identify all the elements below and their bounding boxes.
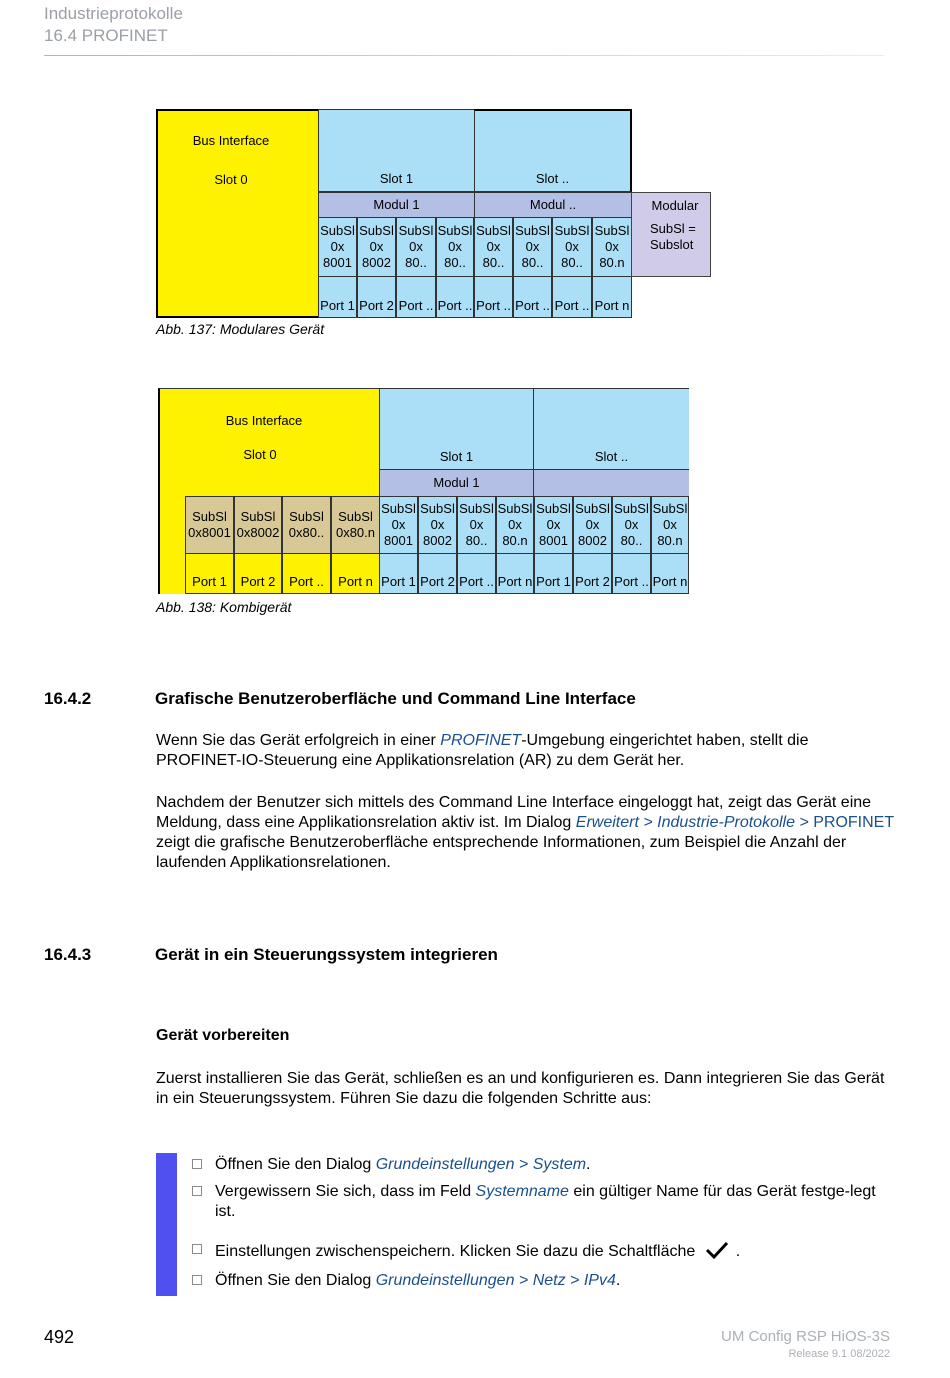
bus-subslot-cell: SubSl 0x8002	[234, 496, 282, 554]
subslot-cell: SubSl 0x 8001	[534, 496, 573, 554]
port-cell: Port ..	[457, 553, 496, 594]
subslot-cell: SubSl 0x 80..	[457, 496, 496, 554]
port-cell: Port n	[496, 553, 534, 594]
slot-more-block-2: Slot ..	[533, 388, 689, 470]
text: Einstellungen zwischenspeichern. Klicken Sie dazu die Schaltfläche	[215, 1243, 700, 1260]
port-cell: Port 1	[318, 276, 357, 318]
subslot-cell: SubSl 0x 8002	[573, 496, 612, 554]
paragraph-cli	[156, 793, 896, 873]
section-number: 16.4.2	[44, 689, 92, 708]
header-rule	[44, 55, 884, 56]
bus-subslot-cell: SubSl 0x8001	[185, 496, 234, 554]
subheading-prepare: Gerät vorbereiten	[156, 1027, 290, 1044]
profinet-link[interactable]: PROFINET	[440, 732, 522, 749]
text: Vergewissern Sie sich, dass im Feld	[215, 1183, 476, 1200]
header-chapter: Industrieprotokolle	[44, 4, 183, 23]
bus-port-cell: Port 1	[185, 553, 234, 594]
bus-port-cell: Port 2	[234, 553, 282, 594]
port-cell: Port 2	[357, 276, 396, 318]
profinet-link-2[interactable]: PROFINET	[813, 814, 894, 831]
modul1-block: Modul 1	[318, 192, 475, 218]
slot-more-block: Slot ..	[474, 109, 632, 192]
subslot-cell: SubSl 0x 80..	[552, 217, 592, 277]
slot1-block: Slot 1	[318, 109, 475, 192]
checkbox-icon	[192, 1275, 202, 1285]
checkbox-icon	[192, 1186, 202, 1196]
checkbox-icon	[192, 1244, 202, 1254]
text: Öffnen Sie den Dialog	[215, 1156, 376, 1173]
slot1-block-2: Slot 1	[379, 388, 534, 470]
port-cell: Port ..	[552, 276, 592, 318]
port-cell: Port ..	[474, 276, 513, 318]
step-3	[192, 1240, 892, 1262]
bus-subslot-cell: SubSl 0x80.n	[331, 496, 380, 554]
section-number: 16.4.3	[44, 945, 92, 964]
dialog-link[interactable]: Grundeinstellungen > Netz > IPv4	[375, 1272, 616, 1289]
subslot-cell: SubSl 0x 8002	[357, 217, 396, 277]
slot0-label: Slot 0	[214, 172, 248, 187]
subslot-cell: SubSl 0x 80..	[513, 217, 552, 277]
subslot-cell: SubSl 0x 80..	[436, 217, 474, 277]
subslot-cell: SubSl 0x 8001	[318, 217, 357, 277]
port-cell: Port 1	[379, 553, 418, 594]
modul-more-block: Modul ..	[474, 192, 632, 218]
port-cell: Port ..	[612, 553, 651, 594]
header-section: 16.4 PROFINET	[44, 26, 168, 45]
port-cell: Port ..	[436, 276, 474, 318]
subslot-cell: SubSl 0x 80.n	[592, 217, 632, 277]
checkbox-icon	[192, 1159, 202, 1169]
text: .	[586, 1156, 591, 1173]
section-heading-16-4-3	[44, 945, 894, 967]
subslot-cell: SubSl 0x 80..	[612, 496, 651, 554]
subslot-cell: SubSl 0x 80.n	[496, 496, 534, 554]
text: -Umgebung eingerichtet haben, stellt die PROFINET-IO-Steuerung eine Applikationsrelation (AR) zu dem Gerät her.	[156, 732, 809, 769]
legend-text: SubSl = Subslot	[650, 221, 696, 252]
procedure-bar	[156, 1153, 177, 1296]
section-heading-16-4-2	[44, 689, 894, 711]
section-title: Gerät in ein Steuerungssystem integrieren	[155, 945, 498, 964]
port-cell: Port n	[592, 276, 632, 318]
port-cell: Port ..	[396, 276, 436, 318]
subslot-cell: SubSl 0x 8001	[379, 496, 418, 554]
text: Öffnen Sie den Dialog	[215, 1272, 376, 1289]
subslot-cell: SubSl 0x 80..	[474, 217, 513, 277]
port-cell: Port 1	[534, 553, 573, 594]
text: .	[735, 1243, 741, 1260]
text: ein gültiger Name für das Gerät festge-legt ist.	[215, 1183, 876, 1220]
bus-port-cell: Port n	[331, 553, 380, 594]
bus-interface-label-2: Bus Interface	[225, 413, 303, 428]
subslot-cell: SubSl 0x 80.n	[651, 496, 689, 554]
text: .	[615, 1272, 621, 1289]
port-cell: Port ..	[513, 276, 552, 318]
step-2	[192, 1182, 892, 1226]
text: Wenn Sie das Gerät erfolgreich in einer	[156, 732, 441, 749]
figure-caption-138: Abb. 138: Kombigerät	[156, 599, 292, 615]
dialog-path-link[interactable]: Erweitert > Industrie-Protokolle >	[575, 814, 814, 831]
bus-interface-label: Bus Interface	[192, 133, 270, 148]
step-4	[192, 1271, 892, 1293]
legend-title: Modular	[651, 198, 699, 213]
field-link[interactable]: Systemname	[475, 1183, 569, 1200]
port-cell: Port 2	[418, 553, 457, 594]
step-1	[192, 1155, 892, 1177]
section-title: Grafische Benutzeroberfläche und Command Line Interface	[155, 689, 636, 708]
text: zeigt die grafische Benutzeroberfläche entsprechende Informationen, zum Beispiel die Anzahl der laufenden Applikationsrelationen.	[156, 834, 847, 871]
page-number: 492	[44, 1327, 75, 1347]
footer-release: Release 9.1 08/2022	[788, 1348, 890, 1360]
subslot-cell: SubSl 0x 8002	[418, 496, 457, 554]
figure-caption-137: Abb. 137: Modulares Gerät	[156, 321, 325, 337]
bus-subslot-cell: SubSl 0x80..	[282, 496, 331, 554]
port-cell: Port n	[651, 553, 689, 594]
dialog-link[interactable]: Grundeinstellungen > System	[375, 1156, 587, 1173]
paragraph-ar	[156, 731, 896, 771]
modul-more-block-2	[533, 469, 689, 497]
slot0-label-2: Slot 0	[243, 447, 277, 462]
footer-doc-title: UM Config RSP HiOS-3S	[721, 1328, 890, 1345]
modul1-block-2: Modul 1	[379, 469, 534, 497]
subslot-cell: SubSl 0x 80..	[396, 217, 436, 277]
bus-port-cell: Port ..	[282, 553, 331, 594]
checkmark-icon	[704, 1240, 730, 1260]
port-cell: Port 2	[573, 553, 612, 594]
text: Nachdem der Benutzer sich mittels des Command Line Interface eingeloggt hat, zeigt das Gerät eine Meldung, dass eine Applikationsrelation aktiv ist. Im Dialog	[156, 794, 872, 831]
paragraph-intro: Zuerst installieren Sie das Gerät, schließen es an und konfigurieren es. Dann integrieren Sie das Gerät in ein Steuerungssystem. Führen Sie dazu die folgenden Schritte aus:	[156, 1070, 885, 1107]
